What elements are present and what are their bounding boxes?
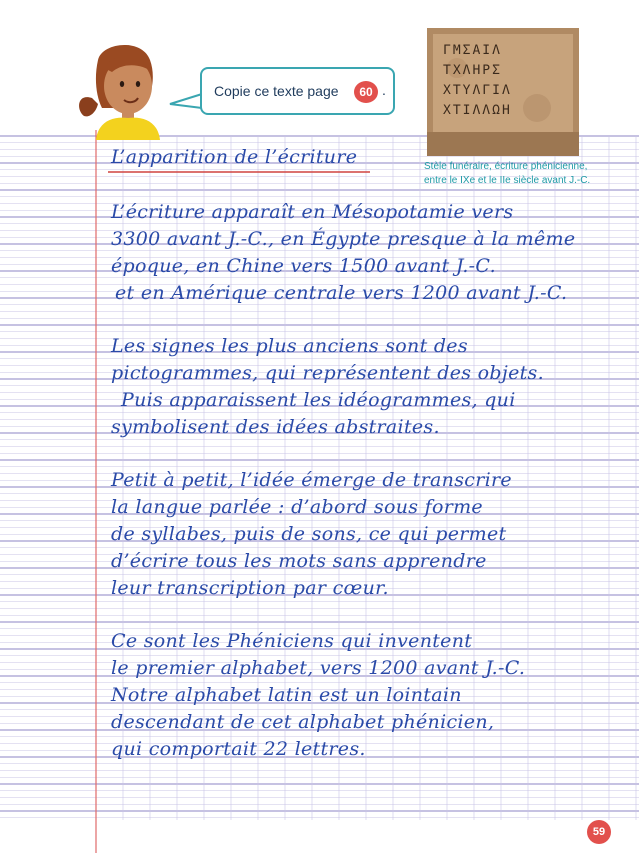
page-number: 59 <box>587 820 611 844</box>
bubble-tail <box>168 92 204 112</box>
p1-line-1: L’écriture apparaît en Mésopotamie vers <box>111 201 514 223</box>
page-ref-badge[interactable]: 60 <box>354 81 378 103</box>
p3-line-5: leur transcription par cœur. <box>111 577 389 599</box>
p3-line-3: de syllabes, puis de sons, ce qui permet <box>111 523 507 545</box>
inscription-line-1: ΓΜΣΑΙΛ <box>443 43 502 58</box>
instruction-end: . <box>382 82 386 98</box>
p2-line-1: Les signes les plus anciens sont des <box>111 335 468 357</box>
inscription-line-2: ΤΧΛΗΡΣ <box>443 63 502 78</box>
instruction-text: Copie ce texte page <box>214 83 339 99</box>
text-title: L’apparition de l’écriture <box>111 146 358 168</box>
p4-line-4: descendant de cet alphabet phénicien, <box>111 711 495 733</box>
p3-line-4: d’écrire tous les mots sans apprendre <box>111 550 487 572</box>
p1-line-4: et en Amérique centrale vers 1200 avant J.-C. <box>115 282 568 304</box>
stele-photo <box>427 28 579 156</box>
caption-line-1: Stèle funéraire, écriture phénicienne, <box>424 161 588 172</box>
p1-line-2: 3300 avant J.-C., en Égypte presque à la même <box>111 228 576 250</box>
p4-line-3: Notre alphabet latin est un lointain <box>111 684 462 706</box>
p2-line-4: symbolisent des idées abstraites. <box>111 416 440 438</box>
inscription-line-4: ΧΤΙΛΛΩΗ <box>443 103 512 118</box>
p4-line-1: Ce sont les Phéniciens qui inventent <box>111 630 473 652</box>
p4-line-5: qui comportait 22 lettres. <box>111 738 366 760</box>
p3-line-1: Petit à petit, l’idée émerge de transcrire <box>111 469 512 491</box>
p3-line-2: la langue parlée : d’abord sous forme <box>111 496 483 518</box>
p2-line-2: pictogrammes, qui représentent des objets. <box>111 362 544 384</box>
p2-line-3: Puis apparaissent les idéogrammes, qui <box>121 389 516 411</box>
stele-caption <box>424 160 639 188</box>
inscription-line-3: ΧΤΥΛΓΙΛ <box>443 83 512 98</box>
instruction-bubble <box>200 67 395 115</box>
p1-line-3: époque, en Chine vers 1500 avant J.-C. <box>111 255 496 277</box>
caption-line-2: entre le IXe et le IIe siècle avant J.-C. <box>424 175 591 186</box>
girl-illustration <box>72 38 172 140</box>
p4-line-2: le premier alphabet, vers 1200 avant J.-C. <box>111 657 526 679</box>
title-underline <box>108 170 372 174</box>
